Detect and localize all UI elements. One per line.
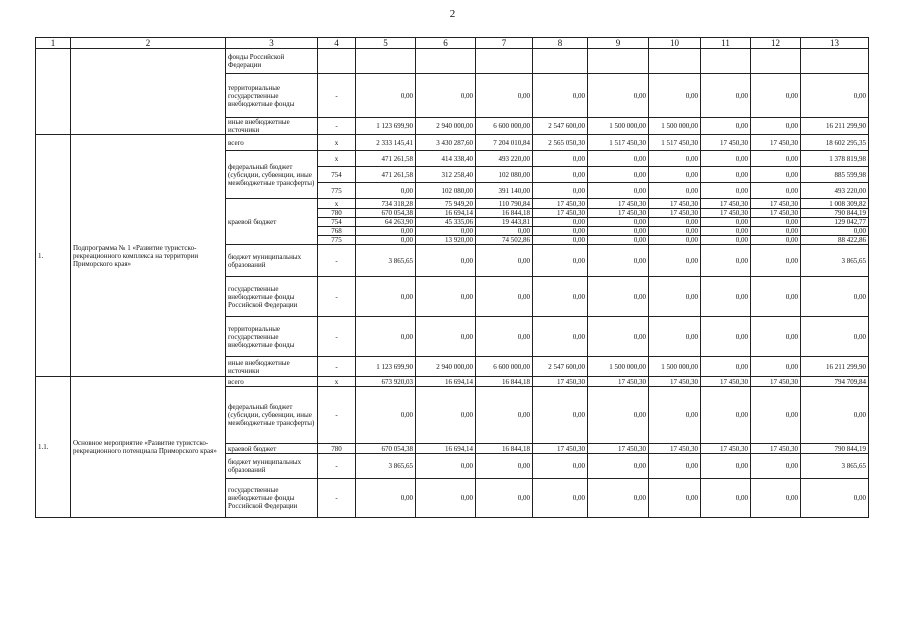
amount-cell: 0,00: [416, 387, 476, 444]
amount-cell: 414 338,40: [416, 151, 476, 167]
header-cell: 3: [226, 38, 318, 49]
amount-cell: 0,00: [356, 479, 416, 518]
amount-cell: 0,00: [751, 218, 801, 227]
amount-cell: 0,00: [701, 245, 751, 277]
amount-cell: 1 517 450,30: [588, 135, 649, 151]
amount-cell: 0,00: [533, 167, 588, 183]
amount-cell: 1 123 699,90: [356, 118, 416, 135]
amount-cell: 88 422,86: [801, 236, 869, 245]
amount-cell: 0,00: [751, 387, 801, 444]
amount-cell: 0,00: [476, 227, 533, 236]
budget-code: x: [318, 151, 356, 167]
amount-cell: 670 054,38: [356, 209, 416, 218]
amount-cell: [588, 49, 649, 74]
amount-cell: 0,00: [649, 227, 701, 236]
amount-cell: [751, 49, 801, 74]
amount-cell: 17 450,30: [588, 209, 649, 218]
amount-cell: 0,00: [588, 387, 649, 444]
amount-cell: 0,00: [751, 245, 801, 277]
budget-code: x: [318, 199, 356, 209]
amount-cell: 16 844,18: [476, 209, 533, 218]
amount-cell: 2 547 600,00: [533, 357, 588, 377]
amount-cell: 17 450,30: [751, 135, 801, 151]
funding-source: иные внебюджетные источники: [226, 118, 318, 135]
amount-cell: 2 940 000,00: [416, 357, 476, 377]
amount-cell: 0,00: [751, 317, 801, 357]
budget-code: 768: [318, 227, 356, 236]
amount-cell: 0,00: [533, 387, 588, 444]
amount-cell: 17 450,30: [701, 199, 751, 209]
amount-cell: 312 258,40: [416, 167, 476, 183]
amount-cell: 16 694,14: [416, 444, 476, 454]
amount-cell: [356, 49, 416, 74]
amount-cell: 16 844,18: [476, 444, 533, 454]
amount-cell: 0,00: [701, 479, 751, 518]
funding-source: всего: [226, 135, 318, 151]
amount-cell: 0,00: [701, 151, 751, 167]
funding-source: территориальные государственные внебюджетные фонды: [226, 317, 318, 357]
amount-cell: 1 008 309,82: [801, 199, 869, 209]
amount-cell: 885 599,98: [801, 167, 869, 183]
amount-cell: 0,00: [416, 317, 476, 357]
amount-cell: 1 500 000,00: [649, 357, 701, 377]
amount-cell: 102 080,00: [416, 183, 476, 199]
amount-cell: 0,00: [533, 227, 588, 236]
amount-cell: 0,00: [533, 183, 588, 199]
amount-cell: 0,00: [533, 454, 588, 479]
amount-cell: [476, 49, 533, 74]
amount-cell: 471 261,58: [356, 151, 416, 167]
budget-code: 775: [318, 183, 356, 199]
page-number: 2: [449, 8, 456, 20]
amount-cell: 0,00: [356, 317, 416, 357]
amount-cell: 17 450,30: [701, 377, 751, 387]
amount-cell: 45 335,06: [416, 218, 476, 227]
amount-cell: 16 694,14: [416, 209, 476, 218]
amount-cell: 0,00: [416, 454, 476, 479]
amount-cell: 0,00: [801, 317, 869, 357]
amount-cell: 16 844,18: [476, 377, 533, 387]
amount-cell: 391 140,00: [476, 183, 533, 199]
amount-cell: 0,00: [649, 183, 701, 199]
header-cell: 9: [588, 38, 649, 49]
amount-cell: 0,00: [649, 74, 701, 118]
amount-cell: 1 517 450,30: [649, 135, 701, 151]
amount-cell: 17 450,30: [649, 377, 701, 387]
amount-cell: 0,00: [649, 167, 701, 183]
amount-cell: 0,00: [751, 277, 801, 317]
amount-cell: 0,00: [588, 245, 649, 277]
amount-cell: 2 333 145,41: [356, 135, 416, 151]
amount-cell: 0,00: [751, 151, 801, 167]
amount-cell: 1 500 000,00: [588, 357, 649, 377]
amount-cell: 0,00: [416, 74, 476, 118]
amount-cell: [649, 49, 701, 74]
amount-cell: 471 261,58: [356, 167, 416, 183]
amount-cell: 0,00: [701, 227, 751, 236]
amount-cell: 0,00: [649, 387, 701, 444]
amount-cell: 0,00: [649, 317, 701, 357]
amount-cell: 0,00: [356, 74, 416, 118]
amount-cell: 1 500 000,00: [649, 118, 701, 135]
budget-code: 775: [318, 236, 356, 245]
amount-cell: [701, 49, 751, 74]
funding-source: фонды Российской Федерации: [226, 49, 318, 74]
amount-cell: 0,00: [476, 479, 533, 518]
budget-code: -: [318, 317, 356, 357]
header-cell: 2: [71, 38, 226, 49]
budget-code: -: [318, 357, 356, 377]
amount-cell: 790 844,19: [801, 444, 869, 454]
amount-cell: 0,00: [751, 118, 801, 135]
amount-cell: 2 547 600,00: [533, 118, 588, 135]
amount-cell: 16 694,14: [416, 377, 476, 387]
amount-cell: 17 450,30: [701, 135, 751, 151]
budget-code: -: [318, 387, 356, 444]
amount-cell: 0,00: [588, 479, 649, 518]
amount-cell: 1 500 000,00: [588, 118, 649, 135]
header-cell: 11: [701, 38, 751, 49]
amount-cell: [801, 49, 869, 74]
amount-cell: 17 450,30: [649, 209, 701, 218]
amount-cell: 1 378 819,98: [801, 151, 869, 167]
amount-cell: 0,00: [701, 74, 751, 118]
amount-cell: 0,00: [476, 454, 533, 479]
budget-code: 780: [318, 444, 356, 454]
budget-code: -: [318, 454, 356, 479]
amount-cell: 129 042,77: [801, 218, 869, 227]
amount-cell: 0,00: [588, 183, 649, 199]
amount-cell: 0,00: [588, 227, 649, 236]
amount-cell: 0,00: [533, 218, 588, 227]
amount-cell: 3 865,65: [356, 454, 416, 479]
amount-cell: 0,00: [649, 151, 701, 167]
budget-code: -: [318, 479, 356, 518]
amount-cell: 0,00: [649, 454, 701, 479]
amount-cell: 0,00: [801, 227, 869, 236]
amount-cell: 0,00: [356, 227, 416, 236]
amount-cell: 0,00: [533, 317, 588, 357]
amount-cell: 0,00: [356, 387, 416, 444]
header-cell: 6: [416, 38, 476, 49]
amount-cell: 17 450,30: [588, 444, 649, 454]
amount-cell: [533, 49, 588, 74]
amount-cell: 7 204 010,84: [476, 135, 533, 151]
amount-cell: 0,00: [588, 454, 649, 479]
item-index: 1.: [36, 135, 71, 377]
amount-cell: 74 502,86: [476, 236, 533, 245]
amount-cell: 0,00: [701, 183, 751, 199]
amount-cell: 0,00: [476, 245, 533, 277]
amount-cell: 670 054,38: [356, 444, 416, 454]
amount-cell: 794 709,84: [801, 377, 869, 387]
amount-cell: 673 920,03: [356, 377, 416, 387]
budget-code: 754: [318, 218, 356, 227]
amount-cell: 102 080,00: [476, 167, 533, 183]
amount-cell: 0,00: [476, 387, 533, 444]
amount-cell: 17 450,30: [751, 444, 801, 454]
amount-cell: 2 565 050,30: [533, 135, 588, 151]
amount-cell: 17 450,30: [751, 209, 801, 218]
table-row: [36, 49, 869, 74]
amount-cell: 0,00: [588, 317, 649, 357]
header-cell: 13: [801, 38, 869, 49]
budget-code: -: [318, 245, 356, 277]
amount-cell: 18 602 295,35: [801, 135, 869, 151]
amount-cell: 0,00: [588, 277, 649, 317]
funding-source: территориальные государственные внебюджетные фонды: [226, 74, 318, 118]
amount-cell: 0,00: [416, 245, 476, 277]
funding-source: федеральный бюджет (субсидии, субвенции, иные межбюджетные трансферты): [226, 151, 318, 199]
amount-cell: 0,00: [701, 236, 751, 245]
amount-cell: 0,00: [701, 167, 751, 183]
amount-cell: 0,00: [588, 236, 649, 245]
amount-cell: 13 920,00: [416, 236, 476, 245]
budget-code: x: [318, 135, 356, 151]
amount-cell: 0,00: [801, 74, 869, 118]
amount-cell: 3 865,65: [801, 245, 869, 277]
amount-cell: 17 450,30: [751, 377, 801, 387]
budget-code: -: [318, 74, 356, 118]
amount-cell: 64 263,90: [356, 218, 416, 227]
item-name: [71, 49, 226, 135]
amount-cell: 0,00: [533, 277, 588, 317]
amount-cell: 0,00: [476, 317, 533, 357]
amount-cell: 17 450,30: [533, 377, 588, 387]
item-index: 1.1.: [36, 377, 71, 518]
budget-code: -: [318, 277, 356, 317]
amount-cell: 0,00: [533, 479, 588, 518]
amount-cell: 0,00: [649, 236, 701, 245]
budget-code: -: [318, 118, 356, 135]
amount-cell: 0,00: [701, 218, 751, 227]
amount-cell: 0,00: [649, 277, 701, 317]
amount-cell: 0,00: [701, 277, 751, 317]
amount-cell: 3 430 287,60: [416, 135, 476, 151]
amount-cell: 0,00: [588, 151, 649, 167]
amount-cell: 0,00: [701, 357, 751, 377]
amount-cell: 0,00: [649, 479, 701, 518]
amount-cell: 0,00: [533, 151, 588, 167]
amount-cell: 0,00: [751, 74, 801, 118]
amount-cell: 0,00: [751, 357, 801, 377]
amount-cell: 734 318,28: [356, 199, 416, 209]
funding-source: государственные внебюджетные фонды Российской Федерации: [226, 479, 318, 518]
budget-table: [35, 37, 869, 518]
amount-cell: 0,00: [751, 479, 801, 518]
amount-cell: 0,00: [356, 236, 416, 245]
amount-cell: 19 443,81: [476, 218, 533, 227]
amount-cell: 0,00: [356, 277, 416, 317]
header-cell: 4: [318, 38, 356, 49]
amount-cell: 75 949,20: [416, 199, 476, 209]
amount-cell: 2 940 000,00: [416, 118, 476, 135]
amount-cell: 0,00: [751, 167, 801, 183]
amount-cell: 1 123 699,90: [356, 357, 416, 377]
amount-cell: 790 844,19: [801, 209, 869, 218]
amount-cell: [416, 49, 476, 74]
funding-source: краевой бюджет: [226, 444, 318, 454]
item-name: Основное мероприятие «Развитие туристско-рекреационного потенциала Приморского края»: [71, 377, 226, 518]
amount-cell: 0,00: [801, 387, 869, 444]
table-row: [36, 135, 869, 151]
amount-cell: 0,00: [533, 245, 588, 277]
header-cell: 1: [36, 38, 71, 49]
funding-source: бюджет муниципальных образований: [226, 245, 318, 277]
header-cell: 5: [356, 38, 416, 49]
amount-cell: 6 600 000,00: [476, 118, 533, 135]
amount-cell: 3 865,65: [356, 245, 416, 277]
amount-cell: 0,00: [416, 479, 476, 518]
amount-cell: 16 211 299,90: [801, 357, 869, 377]
funding-source: краевой бюджет: [226, 199, 318, 245]
header-cell: 10: [649, 38, 701, 49]
header-cell: 7: [476, 38, 533, 49]
amount-cell: 0,00: [533, 236, 588, 245]
amount-cell: 17 450,30: [533, 444, 588, 454]
amount-cell: 17 450,30: [701, 444, 751, 454]
header-cell: 12: [751, 38, 801, 49]
amount-cell: 17 450,30: [588, 199, 649, 209]
amount-cell: 6 600 000,00: [476, 357, 533, 377]
amount-cell: 0,00: [701, 387, 751, 444]
amount-cell: 110 790,84: [476, 199, 533, 209]
funding-source: государственные внебюджетные фонды Российской Федерации: [226, 277, 318, 317]
amount-cell: 17 450,30: [751, 199, 801, 209]
amount-cell: 0,00: [701, 454, 751, 479]
budget-code: x: [318, 377, 356, 387]
amount-cell: 0,00: [751, 183, 801, 199]
amount-cell: 17 450,30: [649, 444, 701, 454]
funding-source: федеральный бюджет (субсидии, субвенции, иные межбюджетные трансферты): [226, 387, 318, 444]
amount-cell: 17 450,30: [533, 209, 588, 218]
item-name: Подпрограмма № 1 «Развитие туристско-рекреационного комплекса на территории Приморского края»: [71, 135, 226, 377]
amount-cell: 493 220,00: [476, 151, 533, 167]
amount-cell: 0,00: [588, 167, 649, 183]
amount-cell: 0,00: [416, 227, 476, 236]
amount-cell: 0,00: [588, 218, 649, 227]
funding-source: всего: [226, 377, 318, 387]
amount-cell: 0,00: [701, 317, 751, 357]
amount-cell: 0,00: [751, 236, 801, 245]
amount-cell: 16 211 299,90: [801, 118, 869, 135]
amount-cell: 17 450,30: [701, 209, 751, 218]
amount-cell: 0,00: [533, 74, 588, 118]
amount-cell: 0,00: [649, 245, 701, 277]
amount-cell: 493 220,00: [801, 183, 869, 199]
funding-source: бюджет муниципальных образований: [226, 454, 318, 479]
table-row: [36, 377, 869, 387]
amount-cell: 3 865,65: [801, 454, 869, 479]
amount-cell: 0,00: [476, 277, 533, 317]
header-cell: 8: [533, 38, 588, 49]
amount-cell: 0,00: [476, 74, 533, 118]
amount-cell: 0,00: [801, 479, 869, 518]
amount-cell: 17 450,30: [533, 199, 588, 209]
amount-cell: 0,00: [751, 227, 801, 236]
amount-cell: 0,00: [751, 454, 801, 479]
budget-code: [318, 49, 356, 74]
amount-cell: 0,00: [356, 183, 416, 199]
header-row: [36, 38, 869, 49]
amount-cell: 0,00: [588, 74, 649, 118]
item-index: [36, 49, 71, 135]
budget-code: 754: [318, 167, 356, 183]
amount-cell: 17 450,30: [588, 377, 649, 387]
amount-cell: 17 450,30: [649, 199, 701, 209]
amount-cell: 0,00: [649, 218, 701, 227]
funding-source: иные внебюджетные источники: [226, 357, 318, 377]
amount-cell: 0,00: [416, 277, 476, 317]
amount-cell: 0,00: [701, 118, 751, 135]
amount-cell: 0,00: [801, 277, 869, 317]
budget-code: 780: [318, 209, 356, 218]
